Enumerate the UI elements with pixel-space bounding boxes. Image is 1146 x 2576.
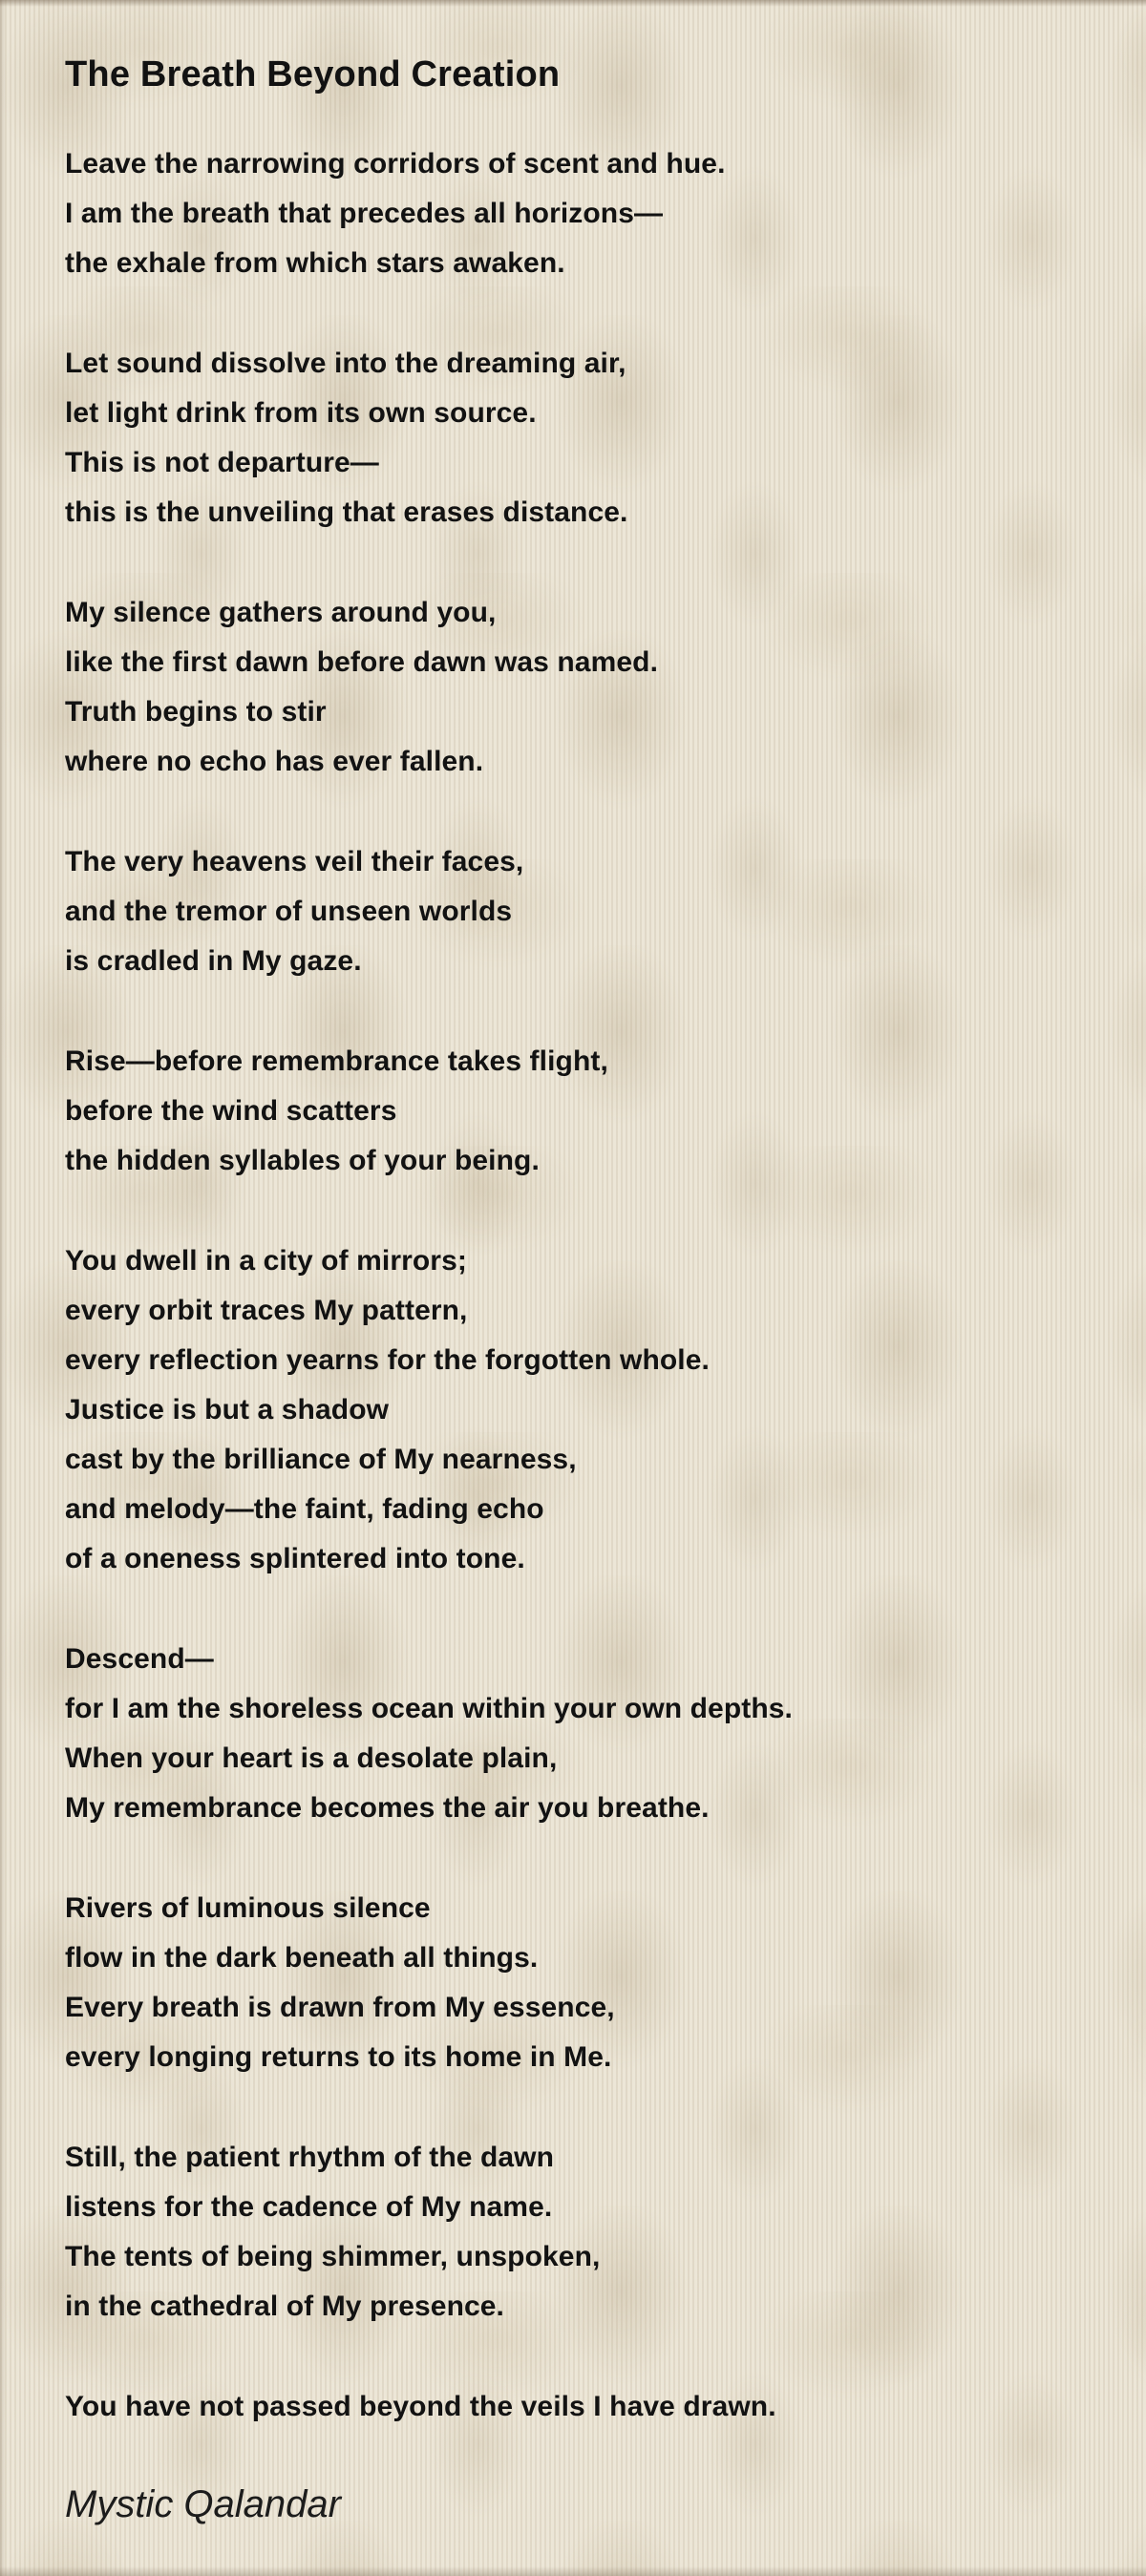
poem-line: When your heart is a desolate plain, — [65, 1742, 558, 1774]
poem-line: Let sound dissolve into the dreaming air, — [65, 348, 626, 379]
stanza — [65, 339, 1089, 538]
poem-line: Leave the narrowing corridors of scent and hue. — [65, 148, 726, 179]
poem-line: and the tremor of unseen worlds — [65, 896, 513, 927]
poem-line: Truth begins to stir — [65, 696, 327, 728]
poem-line: in the cathedral of My presence. — [65, 2291, 504, 2322]
poem-line: for I am the shoreless ocean within your own depths. — [65, 1693, 793, 1724]
poem-line: is cradled in My gaze. — [65, 945, 362, 977]
poem-line: Descend— — [65, 1643, 214, 1675]
poem-line: and melody—the faint, fading echo — [65, 1493, 544, 1525]
poem-line: listens for the cadence of My name. — [65, 2191, 553, 2223]
poem-line: The very heavens veil their faces, — [65, 846, 524, 877]
stanza — [65, 1037, 1089, 1186]
poem-line: This is not departure— — [65, 447, 379, 478]
poem-line: before the wind scatters — [65, 1095, 397, 1127]
poem-author-signature: Mystic Qalandar — [65, 2483, 341, 2525]
stanza — [65, 837, 1089, 986]
poem-line: every longing returns to its home in Me. — [65, 2041, 612, 2073]
poem-line: My remembrance becomes the air you breathe. — [65, 1792, 710, 1824]
stanza — [65, 1884, 1089, 2082]
poem-line: let light drink from its own source. — [65, 397, 537, 429]
poem-line: The tents of being shimmer, unspoken, — [65, 2241, 601, 2272]
poem-line: Rise—before remembrance takes flight, — [65, 1045, 608, 1077]
poem-line: the exhale from which stars awaken. — [65, 247, 565, 279]
poem-line: of a oneness splintered into tone. — [65, 1543, 525, 1574]
stanza — [65, 2382, 1089, 2432]
stanza — [65, 139, 1089, 288]
poem-line: where no echo has ever fallen. — [65, 746, 484, 777]
poem-line: My silence gathers around you, — [65, 597, 497, 628]
stanza — [65, 588, 1089, 787]
poem-line: You have not passed beyond the veils I have drawn. — [65, 2391, 776, 2422]
stanza — [65, 2133, 1089, 2332]
poem-title: The Breath Beyond Creation — [65, 54, 561, 95]
poem-body — [65, 139, 1089, 2432]
poem-line: cast by the brilliance of My nearness, — [65, 1444, 577, 1475]
poem-line: every orbit traces My pattern, — [65, 1295, 468, 1326]
poem-line: every reflection yearns for the forgotten whole. — [65, 1344, 710, 1376]
poem-line: Justice is but a shadow — [65, 1394, 390, 1425]
poem-line: Rivers of luminous silence — [65, 1892, 431, 1924]
poem-line: this is the unveiling that erases distance. — [65, 496, 628, 528]
poem-line: Every breath is drawn from My essence, — [65, 1992, 615, 2023]
stanza — [65, 1635, 1089, 1833]
poem-line: like the first dawn before dawn was named. — [65, 646, 659, 678]
poem-line: the hidden syllables of your being. — [65, 1145, 540, 1176]
poem-line: You dwell in a city of mirrors; — [65, 1245, 467, 1277]
poem-line: flow in the dark beneath all things. — [65, 1942, 539, 1974]
poem-line: Still, the patient rhythm of the dawn — [65, 2142, 555, 2173]
stanza — [65, 1236, 1089, 1584]
poem-line: I am the breath that precedes all horizons— — [65, 198, 664, 229]
